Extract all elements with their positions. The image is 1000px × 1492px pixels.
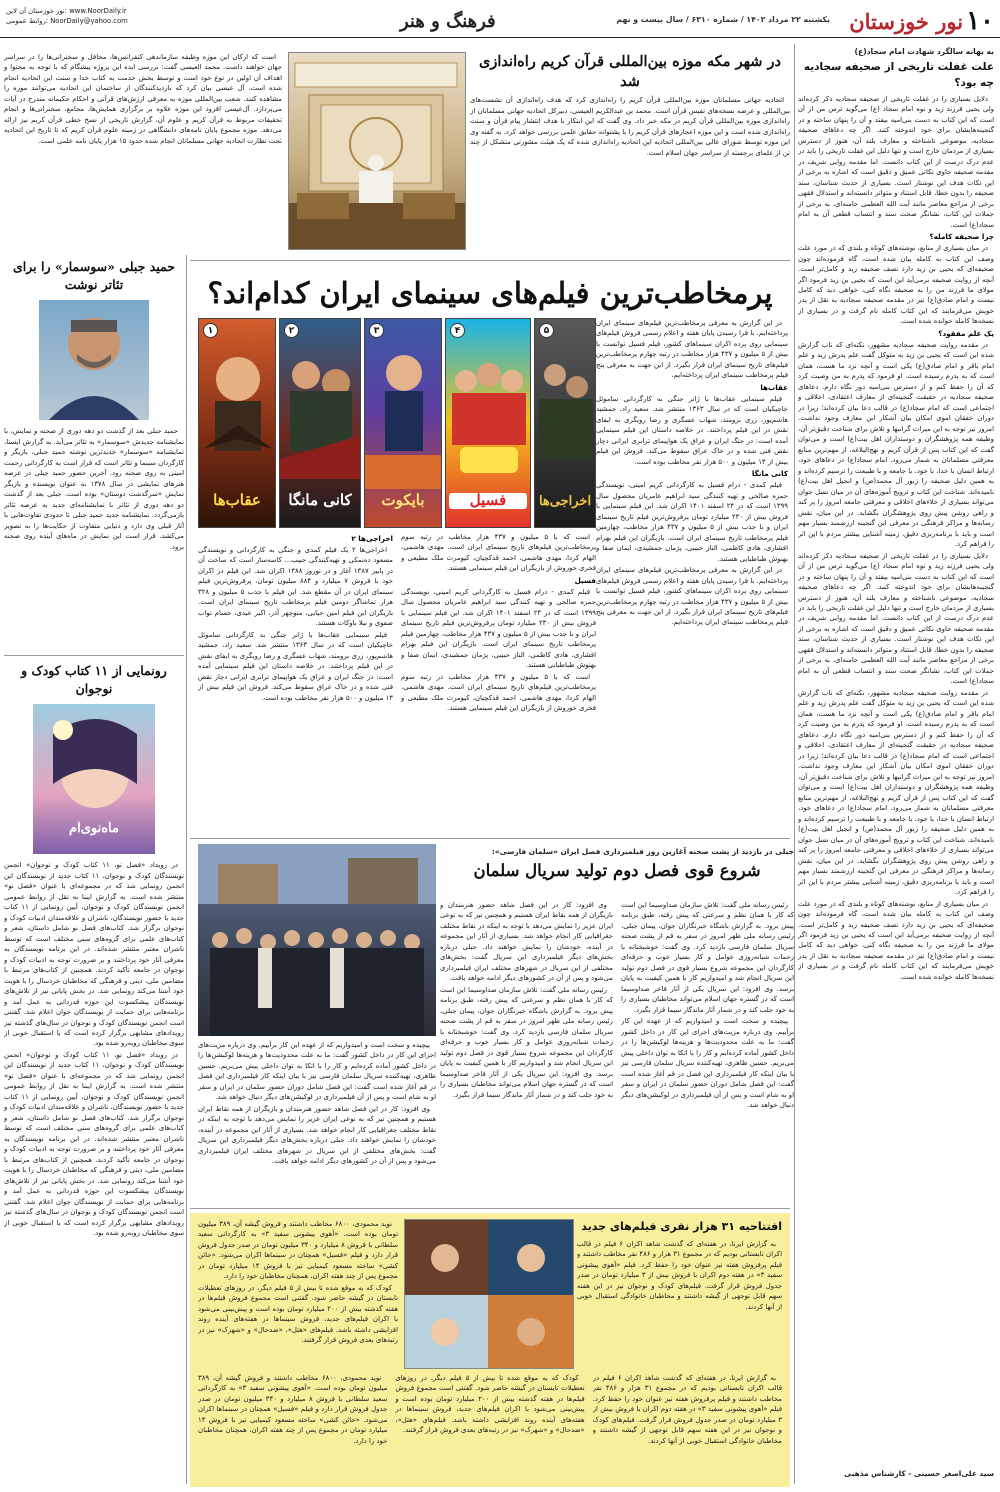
- paragraph: نوید محمودی، ۶۸۰۰ مخاطب داشتند و فروش گیشه آن، ۳۸۹ میلیون تومان بوده است. «آهوی پیشونی سفید ۳» به کارگردانی سعید سلطانی با فروش ۸ میلیارد و ۳۴۰ میلیون تومان در صدر جدول فروش قرار دارد و فیلم «فسیل» همچنان در سینماها اکران می‌شود. «خائن کشی» ساخته مسعود کیمیایی نیز با فروش ۱۴ میلیارد تومان در مجموع پس از چند هفته اکران، همچنان مخاطبان خود را دارد.: [198, 1374, 388, 1445]
- paragraph: به گزارش ایرنا، در هفته‌ای که گذشت شاهد اکران ۶ فیلم در قالب اکران تابستانی بودیم که در مجموع ۳۱ هزار و ۴۸۶ نفر مخاطب داشتند و فیلم پرفروش هفته نیز عنوان خود را حفظ کرد. فیلم «آهوی پیشونی سفید ۳» در هفته دوم اکران با فروش بیش از ۳ میلیارد تومان در صدر جدول فروش قرار گرفت. فیلم‌های کودک و نوجوان نیز در این هفته سهم قابل توجهی از گیشه داشتند و مخاطبان خانوادگی استقبال خوبی از آنها کردند.: [577, 1240, 782, 1311]
- article-body: [401, 532, 596, 832]
- poster-title: فسیل: [449, 493, 527, 509]
- movie-poster: [364, 318, 442, 528]
- article-headline: حمید جبلی «سوسمار» را برای تئاتر نوشت: [13, 259, 175, 293]
- rank-badge: ۴: [450, 323, 465, 338]
- rule: [190, 838, 790, 839]
- article-author: سید علی‌اصغر حسینی - کارشناس مذهبی: [844, 1468, 994, 1478]
- salman-photo-image: [198, 844, 436, 1036]
- movie-poster: [198, 318, 276, 528]
- masthead: [0, 0, 1000, 38]
- museum-photo-image: [288, 53, 465, 250]
- sajjadiyeh-article: [798, 46, 994, 1479]
- paragraph: در میان بسیاری از منابع، نوشته‌های کوتاه و بلندی که در مورد علت وصف این کتاب به کامله بیان شده است، گاه فرموده‌اند چون صحیفه‌ای که یحیی بن زید دارد نصف صحیفه زید و کامل‌تر است. آنچه از روایت صحیفه برمی‌آید این است که یحیی بن زید فرمود اگر مولای ما فرزند من را به صحیفه نگاه کنی، خواهی دید که کامل نیست و امام صادق(ع) نیز در مقدمه صحیفه سجادیه به نقل از پدر خویش می‌فرمایند که این کتاب کامله نام گرفت و در بسیاری از نسخه‌ها کامله خوانده شده است.: [798, 244, 994, 326]
- article-body: [577, 1239, 782, 1367]
- poster-title: بایکوت: [381, 491, 425, 510]
- paragraph: پیچیده و سخت است و امیدواریم که از عهده این کار برآییم. وی درباره مزیت‌های اجرای این کار در داخل کشور گفت: ما به علت محدودیت‌ها و هزینه‌ها لوکیشن‌ها را در داخل کشور آماده کرده‌ایم و کار را با اتکا به توان داخلی پیش می‌بریم. حسین ظاهری، تهیه‌کننده سریال سلمان فارسی نیز با بیان اینکه کار فیلمبرداری این فصل در قم آغاز شده است گفت: این فصل شامل دوران حضور سلمان در ایران و سفر او به شام است و پس از آن فیلمبرداری در لوکیشن‌های دیگر دنبال خواهد شد.: [621, 1017, 794, 1110]
- paragraph: دلایل بسیاری را در غفلت تاریخی از صحیفه سجادیه ذکر کرده‌اند ولی یحیی فرزند زید و نوه امام سجاد (ع) می‌گوید ترس من از آن است که این کتاب به دست بنی‌امیه بیفتد و آن را پنهان ساخته و در گنجینه‌هایشان برای خود اندوخته کنند. اگر چه دعاهای صحیفه سجادیه، موضوعی ناشناخته و معارف بلند آن، هنوز از دسترس بسیاری از مردمان خارج است و تنها دلیل این غفلت تاریخی را باید در عدم درک درست از این کتاب دانست. اما مقدمه روایی شریف در مقدمه صحیفه حاوی نکاتی عمیق و دقیق است که اشاره به برخی از این نکات هدف این نوشتار است. بسیاری از حدیث شناسان، سند صحیفه را بدون خطا، قابل استناد و متواتر دانسته‌اند و استدلال فقهی برخی از مراجع معاصر مانند آیت الله العظمی خامنه‌ای، به برخی از جملات این کتاب، نشانگر صحت سند و انتساب قطعی آن به امام سجاد(ع) است.: [798, 94, 994, 229]
- paragraph: کودک که به موقع شده تا بیش از ۵ فیلم دیگر، در روزهای تعطیلات تابستان در گیشه حاضر شود. گفتنی است مجموع فروش فیلم‌ها در هفته گذشته بیش از ۲۰۰ میلیارد تومان بوده است و پیش‌بینی می‌شود با اکران فیلم‌های جدید، فروش سینماها در هفته‌های آینده روند افزایشی داشته باشد. فیلم‌های «هتل»، «ضدحال» و «شهرک» نیز در رتبه‌های بعدی فروش قرار گرفتند.: [395, 1374, 585, 1435]
- paragraph: فیلم سینمایی عقاب‌ها با ژانر جنگی به کارگردانی ساموئل خاچیکیان است که در سال ۱۳۶۳ منتشر شد. سعید راد، جمشید هاشم‌پور، زری برومند، شهاب عسگری و رضا رویگری به ایفای نقش در این فیلم پرداختند. در خلاصه داستان این فیلم سینمایی آمده است: در جنگ ایران و عراق یک هواپیمای ترابری ایرانی دچار نقص فنی شده و در خاک عراق سقوط می‌کند. فروش این فیلم بیش از ۱۳ میلیون و ۵۰۰ هزار نفر مخاطب بوده است.: [198, 630, 393, 702]
- paragraph: به گزارش ایرنا، در هفته‌ای که گذشت شاهد اکران ۶ فیلم در قالب اکران تابستانی بودیم که در مجموع ۳۱ هزار و ۴۸۶ نفر مخاطب داشتند و فیلم پرفروش هفته نیز عنوان خود را حفظ کرد. فیلم «آهوی پیشونی سفید ۳» در هفته دوم اکران با فروش بیش از ۳ میلیارد تومان در صدر جدول فروش قرار گرفت. فیلم‌های کودک و نوجوان نیز در این هفته سهم قابل توجهی از گیشه داشتند و مخاطبان خانوادگی استقبال خوبی از آنها کردند.: [592, 1374, 782, 1445]
- paragraph: کودک که به موقع شده تا بیش از ۵ فیلم دیگر، در روزهای تعطیلات تابستان در گیشه حاضر شود. گفتنی است مجموع فروش فیلم‌ها در هفته گذشته بیش از ۲۰۰ میلیارد تومان بوده است و پیش‌بینی می‌شود با اکران فیلم‌های جدید، فروش سینماها در هفته‌های آینده روند افزایشی داشته باشد. فیلم‌های «هتل»، «ضدحال» و «شهرک» نیز در رتبه‌های بعدی فروش قرار گرفتند.: [198, 1283, 398, 1345]
- article-body: [4, 426, 184, 676]
- museum-article: [470, 52, 790, 221]
- issue-line: یکشنبه ۲۲ مرداد ۱۴۰۲ / شماره ۶۳۱۰ / سال بیست و نهم: [616, 15, 830, 24]
- subheading: فسیل: [574, 575, 596, 585]
- paragraph: دلایل بسیاری را در غفلت تاریخی از صحیفه سجادیه ذکر کرده‌اند ولی یحیی فرزند زید و نوه امام سجاد (ع) می‌گوید ترس من از آن است که این کتاب به دست بنی‌امیه بیفتد و آن را پنهان ساخته و در گنجینه‌هایشان برای خود اندوخته کنند. اگر چه دعاهای صحیفه سجادیه، موضوعی ناشناخته و معارف بلند آن، هنوز از دسترس بسیاری از مردمان خارج است و تنها دلیل این غفلت تاریخی را باید در عدم درک درست از این کتاب دانست. اما مقدمه روایی شریف در مقدمه صحیفه حاوی نکاتی عمیق و دقیق است که اشاره به برخی از این نکات هدف این نوشتار است. بسیاری از حدیث شناسان، سند صحیفه را بدون خطا، قابل استناد و متواتر دانسته‌اند و استدلال فقهی برخی از مراجع معاصر مانند آیت الله العظمی خامنه‌ای، به برخی از جملات این کتاب، نشانگر صحت سند و انتساب قطعی آن به امام سجاد(ع) است.: [798, 551, 994, 686]
- salman-columns: [440, 900, 794, 1200]
- article-body: [440, 900, 613, 1200]
- article-body: [198, 1219, 398, 1369]
- article-headline: افتتاحیه ۳۱ هزار نفری فیلم‌های جدید: [581, 1220, 782, 1233]
- rule: [190, 1208, 790, 1209]
- paragraph: رئیس رسانه ملی گفت: تلاش سازمان صداوسیما این است که کار با همان نظم و سرعتی که پیش رفته، طبق برنامه پیش برود. به گزارش باشگاه خبرنگاران جوان، پیمان جبلی، رئیس رسانه ملی ظهر امروز در سفر به قم از پشت صحنه سریال سلمان فارسی بازدید کرد. وی گفت: خوشبختانه با زحمات شبانه‌روزی عوامل و کار بسیار خوب و حرفه‌ای کارگردان این مجموعه شروع بسیار قوی در فصل دوم تولید این سریال انجام شد و امیدواریم کار با همین کیفیت به پایان برسد. وی افزود: این سریال یکی از آثار فاخر صداوسیما است که در گستره جهان اسلام می‌تواند مخاطبان بسیاری را به خود جلب کند و در شمار آثار ماندگار سیما قرار بگیرد.: [621, 901, 794, 1014]
- paragraph: وی افزود: کار در این فصل شاهد حضور هنرمندان و بازیگران از همه نقاط ایران هستیم و همچنین نیز که به نوعی ایران عزیز را نمایش می‌دهد با توجه به اینکه در نقاط مختلف جغرافیایی کار انجام خواهد شد. بسیاری از آثار این مجموعه در آینده، خودشان را نمایش خواهند داد. جبلی درباره بخش‌های دیگر فیلمبرداری این سریال گفت: بخش‌های مختلفی از این سریال در شهرهای مختلف ایران فیلمبرداری می‌شود و پس از آن در کشورهای دیگر ادامه خواهد یافت.: [440, 901, 613, 983]
- salman-article-continued: [198, 1040, 436, 1202]
- paragraph: فیلم کمدی - درام فسیل به کارگردانی کریم امینی، نویسندگی حمزه صالحی و تهیه کنندگی سید ابراهیم عامریان محصول سال ۱۳۹۹ است که در ۲۴ اسفند ۱۴۰۱ اکران شد. این فیلم سینمایی با فروش بیش از ۲۳۰ میلیارد تومان پرفروش‌ترین فیلم تاریخ سینمای ایران و با جذب بیش از ۵ میلیون و ۴۳۷ هزار مخاطب، چهارمین فیلم پرمخاطب تاریخ سینمای ایران است. بازیگران این فیلم بهرام افشاری، هادی کاظمی، الناز حبیبی، پژمان جمشیدی، ایمان صفا و بهنوش طباطبایی هستند.: [401, 587, 596, 670]
- book-cover: [33, 704, 155, 854]
- book-title: ماه‌نوی‌ام: [69, 820, 119, 836]
- subheading: چرا صحیفه کامله؟: [929, 232, 994, 242]
- email-line: روابط عمومی: NoorDaily@yahoo.com: [6, 17, 128, 26]
- museum-article-continued: [4, 52, 282, 248]
- article-headline: علت غفلت تاریخی از صحیفه سجادیه چه بود؟: [803, 61, 994, 89]
- salman-article: [440, 846, 794, 882]
- article-body: [4, 860, 184, 1492]
- cinema-article-intro: [596, 318, 788, 833]
- article-body: [593, 1373, 782, 1481]
- opening-columns: [198, 1373, 782, 1481]
- article-body: [198, 1373, 387, 1481]
- article-body: [621, 900, 794, 1200]
- paragraph: است که با ۵ میلیون و ۴۳۷ هزار مخاطب در رتبه سوم پرمخاطب‌ترین فیلم‌های تاریخ سینمای ایران است. مهدی هاشمی، الهام کردا، مهدی هاشمی، احمد قدکچیان، کیومرث ملک مطیعی و فخری خوروش از بازیگران این فیلم سینمایی هستند.: [401, 533, 596, 573]
- brand[interactable]: [849, 2, 994, 41]
- article-kicker: به بهانه سالگرد شهادت امام سجاد(ع): [854, 47, 994, 56]
- opening-box: [190, 1213, 790, 1487]
- jebeli-photo-image: [39, 300, 149, 420]
- movie-poster: [279, 318, 361, 528]
- column-divider: [186, 255, 187, 1484]
- poster-art: [535, 339, 596, 479]
- article-kicker: جبلی در بازدید از پشت صحنه آغازین روز فیلمبرداری فصل ایران «سلمان فارسی»:: [491, 847, 794, 856]
- kids-books-article: [4, 662, 184, 1492]
- article-body: [798, 94, 994, 1466]
- cinema-columns: [198, 532, 596, 832]
- salman-photo: [198, 844, 436, 1036]
- article-body: [596, 318, 788, 833]
- paragraph: است که ارکان این موزه وظیفه سازماندهی کنفرانس‌ها، محافل و سخنرانی‌ها را در سراسر جهان خواهند داشت. محمد العیسی گفت: بررسی ایده این پروژه پیشگام که با توجه به محتوا و اهداف آن اولین در نوع خود است و توسط بخش خدمت به کتاب خدا و سنت این اتحادیه انجام شده است. آل عیسی بیان کرد که بازدیدکنندگان از ساختمان این اتحادیه می‌توانند موزه را مشاهده کنند. شعب بین‌المللی موزه به معرفی ارزش‌های قرآنی و احکام حکیمانه مندرج در آیات می‌پردازد. آل‌عیسی افزود این موزه علاوه بر برگزاری همایش‌ها، مجامع، سخنرانی‌ها و انجام تحقیقات مربوط به قرآن کریم و علوم آن، گزارش تاریخی از نسخ خطی قرآن کریم نیز ارائه می‌دهد. موزه مجموع پایان نامه‌های دانشگاهی در زمینه علوم قرآن کریم که تا تاریخ این اتحادیه تحت نظارت اتحادیه جهانی مسلمانان انجام شده حدود ۱۵ هزار پایان نامه علمی است.: [4, 53, 282, 145]
- opening-photo: [404, 1219, 574, 1369]
- museum-photo: [288, 52, 466, 250]
- subheading: عقاب‌ها: [760, 382, 788, 392]
- movie-poster: [534, 318, 596, 528]
- paragraph: در مقدمه روایت صحیفه سجادیه مشهور، نکته‌ای که ناب گزارش شده این است که یحیی بن زید به متوکل گفت علم پدرش زید و علم امام باقر و امام صادق(ع) یکی است و آنچه نزد ما هست، همان است که به پدرم رسیده است. او فرمود که پدرم به من وصیت کرد که آن را حفظ کنم و از دسترس بنی‌امیه دور نگاه دارم. دعاهای صحیفه سجادیه در حقیقت گنجینه‌ای از معارف اعتقادی، اخلاقی و اجتماعی است که امام سجاد(ع) در قالب دعا بیان کرده‌اند؛ زیرا در دوران خفقان اموی امکان بیان آشکار این معارف وجود نداشت. امروز نیز توجه به این میراث گرانبها و تلاش برای شناخت دقیق‌تر آن، وظیفه همه پژوهشگران و دوستداران اهل بیت(ع) است و می‌توان گفت که این کتاب پس از قرآن کریم و نهج‌البلاغه، از مهم‌ترین منابع معرفتی مسلمانان به شمار می‌رود. امام سجاد(ع) در دعاهای خود، ارتباط انسان با خدا، با خود، با جامعه و با طبیعت را ترسیم کرده‌اند و به همین دلیل صحیفه را زبور آل محمد(ص) و انجیل اهل بیت(ع) نامیده‌اند. شناخت این کتاب و ترویج آموزه‌های آن در میان نسل جوان می‌تواند بسیاری از خلاءهای اخلاقی و معرفتی جامعه امروز را پر کند و راهی روشن پیش روی پژوهشگران بگشاید. در این میان، نقش رسانه‌ها و مراکز فرهنگی در معرفی این گنجینه ارزشمند بسیار مهم است و باید با برنامه‌ریزی دقیق، زمینه آشنایی بیشتر مردم با این اثر را فراهم کرد.: [798, 340, 994, 549]
- subheading: یک علم مفقود؟: [938, 328, 994, 338]
- column-divider: [794, 44, 795, 1484]
- opening-photo-image: [404, 1220, 573, 1369]
- poster-art: [199, 339, 276, 479]
- paragraph: در مقدمه روایت صحیفه سجادیه مشهور، نکته‌ای که ناب گزارش شده این است که یحیی بن زید به متوکل گفت علم پدرش زید و علم امام باقر و امام صادق(ع) یکی است و آنچه نزد ما هست، همان است که به پدرم رسیده است. او فرمود که پدرم به من وصیت کرد که آن را حفظ کنم و از دسترس بنی‌امیه دور نگاه دارم. دعاهای صحیفه سجادیه در حقیقت گنجینه‌ای از معارف اعتقادی، اخلاقی و اجتماعی است که امام سجاد(ع) در قالب دعا بیان کرده‌اند؛ زیرا در دوران خفقان اموی امکان بیان آشکار این معارف وجود نداشت. امروز نیز توجه به این میراث گرانبها و تلاش برای شناخت دقیق‌تر آن، وظیفه همه پژوهشگران و دوستداران اهل بیت(ع) است و می‌توان گفت که این کتاب پس از قرآن کریم و نهج‌البلاغه، از مهم‌ترین منابع معرفتی مسلمانان به شمار می‌رود. امام سجاد(ع) در دعاهای خود، ارتباط انسان با خدا، با خود، با جامعه و با طبیعت را ترسیم کرده‌اند و به همین دلیل صحیفه را زبور آل محمد(ص) و انجیل اهل بیت(ع) نامیده‌اند. شناخت این کتاب و ترویج آموزه‌های آن در میان نسل جوان می‌تواند بسیاری از خلاءهای اخلاقی و معرفتی جامعه امروز را پر کند و راهی روشن پیش روی پژوهشگران بگشاید. در این میان، نقش رسانه‌ها و مراکز فرهنگی در معرفی این گنجینه ارزشمند بسیار مهم است و باید با برنامه‌ریزی دقیق، زمینه آشنایی بیشتر مردم با این اثر را فراهم کرد.: [798, 688, 994, 897]
- rank-badge: ۱: [203, 323, 218, 338]
- paragraph: وی افزود: کار در این فصل شاهد حضور هنرمندان و بازیگران از همه نقاط ایران هستیم و همچنین نیز که به نوعی ایران عزیز را نمایش می‌دهد با توجه به اینکه در نقاط مختلف جغرافیایی کار انجام خواهد شد. بسیاری از آثار این مجموعه در آینده، خودشان را نمایش خواهند داد. جبلی درباره بخش‌های دیگر فیلمبرداری این سریال گفت: بخش‌های مختلفی از این سریال در شهرهای مختلف ایران فیلمبرداری می‌شود و پس از آن در کشورهای دیگر ادامه خواهد یافت.: [198, 1104, 436, 1166]
- paragraph: اخراجی‌ها ۲ یک فیلم کمدی و جنگی به کارگردانی و نویسندگی مسعود ده‌نمکی و تهیه‌کنندگی حبیب... کاسه‌ساز است که ساخت آن در پاییز ۱۳۸۷ آغاز و در نوروز ۱۳۸۸ اکران شد. این فیلم در اکران خود با فروش ۷ میلیارد و ۸۸۴ میلیون تومان، پرفروش‌ترین فیلم سینمای ایران در آن مقطع شد. این فیلم با جذب ۵ میلیون و ۳۲۸ هزار تماشاگر دومین فیلم پرمخاطب تاریخ سینمای ایران است. بازیگران این فیلم امین حیایی، منوچهر آذر، اکبر عبدی، حسام نواب صفوی و نیلا باوکات هستند.: [198, 545, 393, 628]
- paragraph: فیلم کمدی - درام فسیل به کارگردانی کریم امینی، نویسندگی حمزه صالحی و تهیه کنندگی سید ابراهیم عامریان محصول سال ۱۳۹۹ است که در ۲۴ اسفند ۱۴۰۱ اکران شد. این فیلم سینمایی با فروش بیش از ۲۳۰ میلیارد تومان پرفروش‌ترین فیلم تاریخ سینمای ایران و با جذب بیش از ۵ میلیون و ۴۳۷ هزار مخاطب، چهارمین فیلم پرمخاطب تاریخ سینمای ایران است. بازیگران این فیلم بهرام افشاری، هادی کاظمی، الناز حبیبی، پژمان جمشیدی، ایمان صفا و بهنوش طباطبایی هستند.: [596, 481, 788, 563]
- paragraph: پیچیده و سخت است و امیدواریم که از عهده این کار برآییم. وی درباره مزیت‌های اجرای این کار در داخل کشور گفت: ما به علت محدودیت‌ها و هزینه‌ها لوکیشن‌ها را در داخل کشور آماده کرده‌ایم و کار را با اتکا به توان داخلی پیش می‌بریم. حسین ظاهری، تهیه‌کننده سریال سلمان فارسی نیز با بیان اینکه کار فیلمبرداری این فصل در قم آغاز شده است گفت: این فصل شامل دوران حضور سلمان در ایران و سفر او به شام است و پس از آن فیلمبرداری در لوکیشن‌های دیگر دنبال خواهد شد.: [198, 1041, 436, 1102]
- article-body: [470, 95, 790, 221]
- article-body: [198, 532, 393, 832]
- poster-title: کانی مانگا: [288, 491, 352, 510]
- poster-title: اخراجی‌ها: [538, 494, 592, 510]
- page-number: ۱۰: [966, 6, 994, 36]
- poster-art: [280, 339, 361, 479]
- article-body: [4, 52, 282, 248]
- paragraph: در این گزارش به معرفی پرمخاطب‌ترین فیلم‌های سینمای ایران پرداخته‌ایم. با فرا رسیدن پایان هفته و اعلام رسمی فروش فیلم‌های سینمایی روی پرده اکران سینماهای کشور، فیلم فسیل توانست با بیش از ۵ میلیون و ۴۳۷ هزار مخاطب در رتبه چهارم پرمخاطب‌ترین فیلم‌های تاریخ سینمای ایران قرار بگیرد. از این جهت به معرفی پنج فیلم پرمخاطب سینمای ایران پرداخته‌ایم.: [596, 319, 788, 380]
- paragraph: است که با ۵ میلیون و ۴۳۷ هزار مخاطب در رتبه سوم پرمخاطب‌ترین فیلم‌های تاریخ سینمای ایران است. مهدی هاشمی، الهام کردا، مهدی هاشمی، احمد قدکچیان، کیومرث ملک مطیعی و فخری خوروش از بازیگران این فیلم سینمایی هستند.: [401, 672, 596, 713]
- paragraph: رئیس رسانه ملی گفت: تلاش سازمان صداوسیما این است که کار با همان نظم و سرعتی که پیش رفته، طبق برنامه پیش برود. به گزارش باشگاه خبرنگاران جوان، پیمان جبلی، رئیس رسانه ملی ظهر امروز در سفر به قم از پشت صحنه سریال سلمان فارسی بازدید کرد. وی گفت: خوشبختانه با زحمات شبانه‌روزی عوامل و کار بسیار خوب و حرفه‌ای کارگردان این مجموعه شروع بسیار قوی در فصل دوم تولید این سریال انجام شد و امیدواریم کار با همین کیفیت به پایان برسد. وی افزود: این سریال یکی از آثار فاخر صداوسیما است که در گستره جهان اسلام می‌تواند مخاطبان بسیاری را به خود جلب کند و در شمار آثار ماندگار سیما قرار بگیرد.: [440, 985, 613, 1099]
- subheading: کانی مانگا: [751, 469, 788, 479]
- site-info: [6, 6, 128, 26]
- paragraph: در این گزارش به معرفی پرمخاطب‌ترین فیلم‌های سینمای ایران پرداخته‌ایم. با فرا رسیدن پایان هفته و اعلام رسمی فروش فیلم‌های سینمایی روی پرده اکران سینماهای کشور، فیلم فسیل توانست با بیش از ۵ میلیون و ۴۳۷ هزار مخاطب در رتبه چهارم پرمخاطب‌ترین فیلم‌های تاریخ سینمای ایران قرار بگیرد. از این جهت به معرفی پنج فیلم پرمخاطب سینمای ایران پرداخته‌ایم.: [596, 566, 788, 627]
- jebeli-photo: [39, 300, 149, 420]
- paragraph: در رویداد «فصل نو، ۱۱ کتاب کودک و نوجوان» انجمن نویسندگان کودک و نوجوان، ۱۱ کتاب جدید از نویسندگان این انجمن رونمایی شد که در مجموعه‌ای با عنوان «فصل نو» منتشر شده است. به گزارش ایبنا به نقل از روابط عمومی انجمن نویسندگان کودک و نوجوان، آیین رونمایی از ۱۱ کتاب جدید با حضور نویسندگان، ناشران و علاقه‌مندان ادبیات کودک و نوجوان برگزار شد. کتاب‌های فصل نو شامل داستان، شعر و کتاب‌های علمی برای گروه‌های سنی مختلف است که توسط ناشران معتبر منتشر شده‌اند. در این برنامه نویسندگان به معرفی آثار خود پرداختند و بر ضرورت توجه به ادبیات کودک و نوجوان در جامعه تأکید کردند. همچنین از کتاب‌های مرتبط با مضامین ملی، دینی و فرهنگی که مخاطبان خردسال را با هویت خود آشنا می‌کند رونمایی شد. در بخش پایانی نیز از تلاش‌های نویسندگان پیشکسوت این حوزه قدردانی به عمل آمد و برنامه‌هایی برای حمایت از نویسندگان جوان اعلام شد. گفتنی است انجمن نویسندگان کودک و نوجوان در سال‌های گذشته نیز رویدادهای مشابهی برگزار کرده است که با استقبال خوبی از سوی مخاطبان روبه‌رو شده بود.: [4, 861, 184, 1048]
- paragraph: نوید محمودی، ۶۸۰۰ مخاطب داشتند و فروش گیشه آن، ۳۸۹ میلیون تومان بوده است. «آهوی پیشونی سفید ۳» به کارگردانی سعید سلطانی با فروش ۸ میلیارد و ۳۴۰ میلیون تومان در صدر جدول فروش قرار دارد و فیلم «فسیل» همچنان در سینماها اکران می‌شود. «خائن کشی» ساخته مسعود کیمیایی نیز با فروش ۱۴ میلیارد تومان در مجموع پس از چند هفته اکران، همچنان مخاطبان خود را دارد.: [198, 1220, 398, 1281]
- paragraph: در میان بسیاری از منابع، نوشته‌های کوتاه و بلندی که در مورد علت وصف این کتاب به کامله بیان شده است، گاه فرموده‌اند چون صحیفه‌ای که یحیی بن زید دارد نصف صحیفه زید و کامل‌تر است. آنچه از روایت صحیفه برمی‌آید این است که یحیی بن زید فرمود اگر مولای ما فرزند من را به صحیفه نگاه کنی، خواهی دید که کامل نیست و امام صادق(ع) نیز در مقدمه صحیفه سجادیه به نقل از پدر خویش می‌فرمایند که این کتاب کامله نام گرفت و در بسیاری از نسخه‌ها کامله خوانده شده است.: [798, 899, 994, 981]
- brand-name: نور خوزستان: [849, 8, 964, 34]
- poster-title: عقاب‌ها: [213, 491, 261, 510]
- jebeli-article: [4, 258, 184, 676]
- cinema-headline: پرمخاطب‌ترین فیلم‌های سینمای ایران کدام‌اند؟: [207, 276, 773, 310]
- article-body: [395, 1373, 584, 1481]
- rank-badge: ۲: [284, 323, 299, 338]
- subheading: اخراجی‌ها ۲: [351, 534, 393, 543]
- cinema-article-columns: [198, 532, 596, 832]
- article-headline: رونمایی از ۱۱ کتاب کودک و نوجوان: [21, 663, 167, 697]
- section-title: فرهنگ و هنر: [400, 11, 496, 32]
- paragraph: فیلم سینمایی عقاب‌ها با ژانر جنگی به کارگردانی ساموئل خاچیکیان است که در سال ۱۳۶۳ منتشر شد. سعید راد، جمشید هاشم‌پور، زری برومند، شهاب عسگری و رضا رویگری به ایفای نقش در این فیلم پرداختند. در خلاصه داستان این فیلم سینمایی آمده است: در جنگ ایران و عراق یک هواپیمای ترابری ایرانی دچار نقص فنی شده و در خاک عراق سقوط می‌کند. فروش این فیلم بیش از ۱۳ میلیون و ۵۰۰ هزار نفر مخاطب بوده است.: [596, 394, 788, 466]
- paragraph: حمید جبلی بعد از گذشت دو دهه دوری از صحنه و نمایش، با نمایشنامه جدیدش «سوسمار» به تئاتر می‌آید. به گزارش ایسنا، نمایشنامه «سوسمار» جدیدترین نوشته حمید جبلی، بازیگر و کارگردان سینما و تئاتر است که قرار است به کارگردانی رحمت امینی به روی صحنه رود. آخرین حضور حمید جبلی در عرصه هنرهای نمایشی در سال ۱۳۷۸ به عنوان نویسنده و بازیگر نمایش «سرگذشت دوستان» بوده است. جبلی بعد از گذشت دو دهه دوری از تئاتر با نمایشنامه‌ای جدید به عرصه تئاتر بازمی‌گردد. نمایشنامه جدید حمید جبلی تا حدودی تفاوت‌هایی با آثار قبلی وی دارد و دنیایی متفاوت از حکایت‌ها را به تصویر می‌کشد. قرار است این نمایش در ماه‌های آینده روی صحنه برود.: [4, 427, 184, 551]
- article-body: [198, 1040, 436, 1202]
- poster-art: [446, 341, 531, 481]
- site-line: نور خوزستان آن لاین: www.NoorDaily.ir: [6, 7, 127, 15]
- rule: [190, 260, 790, 261]
- rank-badge: ۵: [539, 323, 554, 338]
- poster-art: [365, 339, 442, 489]
- rank-badge: ۳: [369, 323, 384, 338]
- article-headline: شروع قوی فصل دوم تولید سریال سلمان: [473, 861, 761, 881]
- movie-poster: [445, 318, 531, 528]
- article-headline: در شهر مکه موزه بین‌المللی قرآن کریم راه‌اندازی شد: [479, 53, 781, 90]
- paragraph: در رویداد «فصل نو، ۱۱ کتاب کودک و نوجوان» انجمن نویسندگان کودک و نوجوان، ۱۱ کتاب جدید از نویسندگان این انجمن رونمایی شد که در مجموعه‌ای با عنوان «فصل نو» منتشر شده است. به گزارش ایبنا به نقل از روابط عمومی انجمن نویسندگان کودک و نوجوان، آیین رونمایی از ۱۱ کتاب جدید با حضور نویسندگان، ناشران و علاقه‌مندان ادبیات کودک و نوجوان برگزار شد. کتاب‌های فصل نو شامل داستان، شعر و کتاب‌های علمی برای گروه‌های سنی مختلف است که توسط ناشران معتبر منتشر شده‌اند. در این برنامه نویسندگان به معرفی آثار خود پرداختند و بر ضرورت توجه به ادبیات کودک و نوجوان در جامعه تأکید کردند. همچنین از کتاب‌های مرتبط با مضامین ملی، دینی و فرهنگی که مخاطبان خردسال را با هویت خود آشنا می‌کند رونمایی شد. در بخش پایانی نیز از تلاش‌های نویسندگان پیشکسوت این حوزه قدردانی به عمل آمد و برنامه‌هایی برای حمایت از نویسندگان جوان اعلام شد. گفتنی است انجمن نویسندگان کودک و نوجوان در سال‌های گذشته نیز رویدادهای مشابهی برگزار کرده است که با استقبال خوبی از سوی مخاطبان روبه‌رو شده بود.: [4, 1050, 184, 1238]
- paragraph: اتحادیه جهانی مسلمانان موزه بین‌المللی قرآن کریم را راه‌اندازی کرد که هدف راه‌اندازی آن نشست‌های بین‌المللی و عرضه نسخه‌های نفیس قرآن است. محمد بن عبدالکریم العیسی، دبیرکل اتحادیه جهانی مسلمانان از راه‌اندازی موزه بین‌المللی قرآن کریم در مکه خبر داد. وی گفت که این ابتکار با هدف انتشار پیام قرآن و سنت راه‌اندازی شده است و این موزه اعجازهای قرآن کریم را با پشتوانه حقایق علمی بررسی خواهد کرد. به گفته وی این موزه توسط شورای عالی بین‌المللی اتحادیه این اتحادیه راه‌اندازی شده که یک هیئت مشورتی متشکل از چند تن از علمای برجسته از سراسر جهان اسلام است.: [470, 96, 790, 157]
